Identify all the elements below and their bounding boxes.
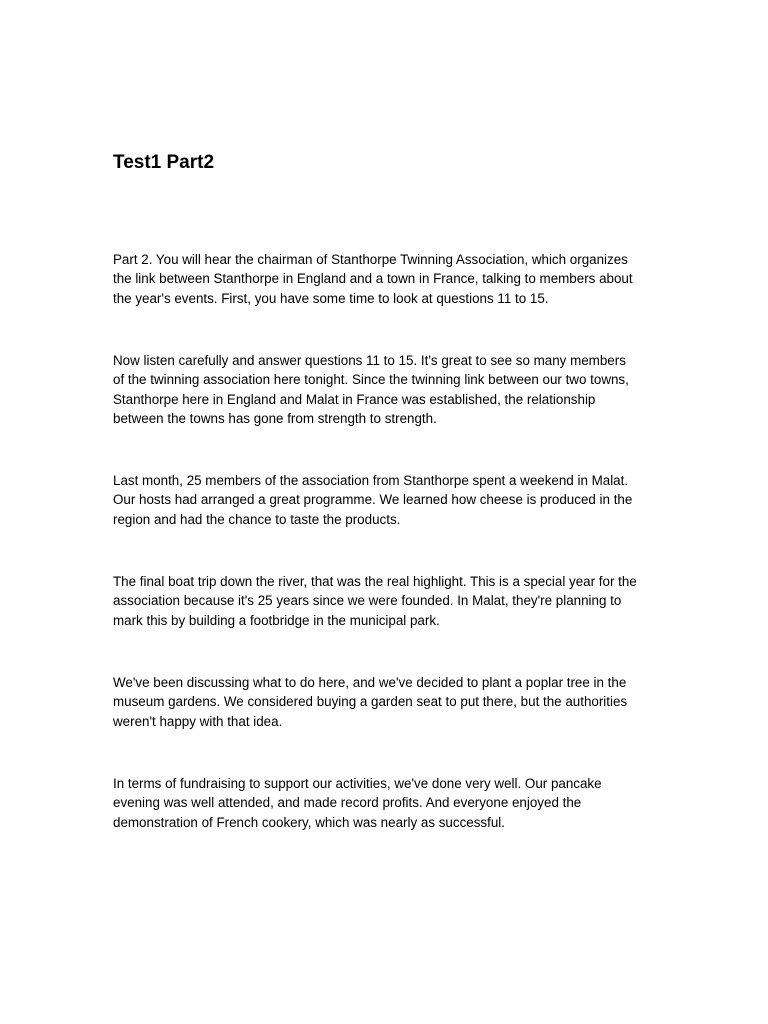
paragraph-line: Last month, 25 members of the association from Stanthorpe spent a weekend in Malat.	[113, 473, 629, 488]
paragraph-anniversary	[113, 572, 663, 630]
paragraph-fundraising	[113, 774, 663, 832]
paragraph-line: Part 2. You will hear the chairman of Stanthorpe Twinning Association, which organizes	[113, 252, 628, 267]
paragraph-line: the link between Stanthorpe in England and a town in France, talking to members about	[113, 271, 633, 287]
paragraph-line: We've been discussing what to do here, and we've decided to plant a poplar tree in the	[113, 675, 627, 690]
paragraph-line: weren't happy with that idea.	[113, 713, 283, 729]
paragraph-line: In terms of fundraising to support our activities, we've done very well. Our pancake	[113, 776, 602, 791]
paragraph-line: demonstration of French cookery, which was nearly as successful.	[113, 814, 505, 830]
paragraph-line: Now listen carefully and answer questions 11 to 15. It's great to see so many members	[113, 353, 626, 368]
paragraph-line: Stanthorpe here in England and Malat in France was established, the relationship	[113, 391, 596, 407]
paragraph-twinning-link	[113, 351, 663, 428]
paragraph-line: evening was well attended, and made record profits. And everyone enjoyed the	[113, 795, 582, 811]
paragraph-plans	[113, 673, 663, 731]
paragraph-line: between the towns has gone from strength to strength.	[113, 410, 437, 426]
paragraph-line: association because it's 25 years since we were founded. In Malat, they're planning to	[113, 593, 622, 609]
page-title: Test1 Part2	[113, 152, 215, 173]
paragraph-line: region and had the chance to taste the products.	[113, 511, 401, 527]
paragraph-intro	[113, 250, 663, 308]
paragraph-line: The final boat trip down the river, that was the real highlight. This is a special year for the	[113, 574, 637, 589]
paragraph-line: mark this by building a footbridge in the municipal park.	[113, 612, 440, 628]
paragraph-line: museum gardens. We considered buying a garden seat to put there, but the authorities	[113, 694, 628, 710]
paragraph-line: the year's events. First, you have some time to look at questions 11 to 15.	[113, 290, 549, 306]
paragraph-visit	[113, 471, 663, 529]
paragraph-line: of the twinning association here tonight. Since the twinning link between our two towns,	[113, 372, 629, 388]
paragraph-line: Our hosts had arranged a great programme. We learned how cheese is produced in the	[113, 492, 633, 508]
